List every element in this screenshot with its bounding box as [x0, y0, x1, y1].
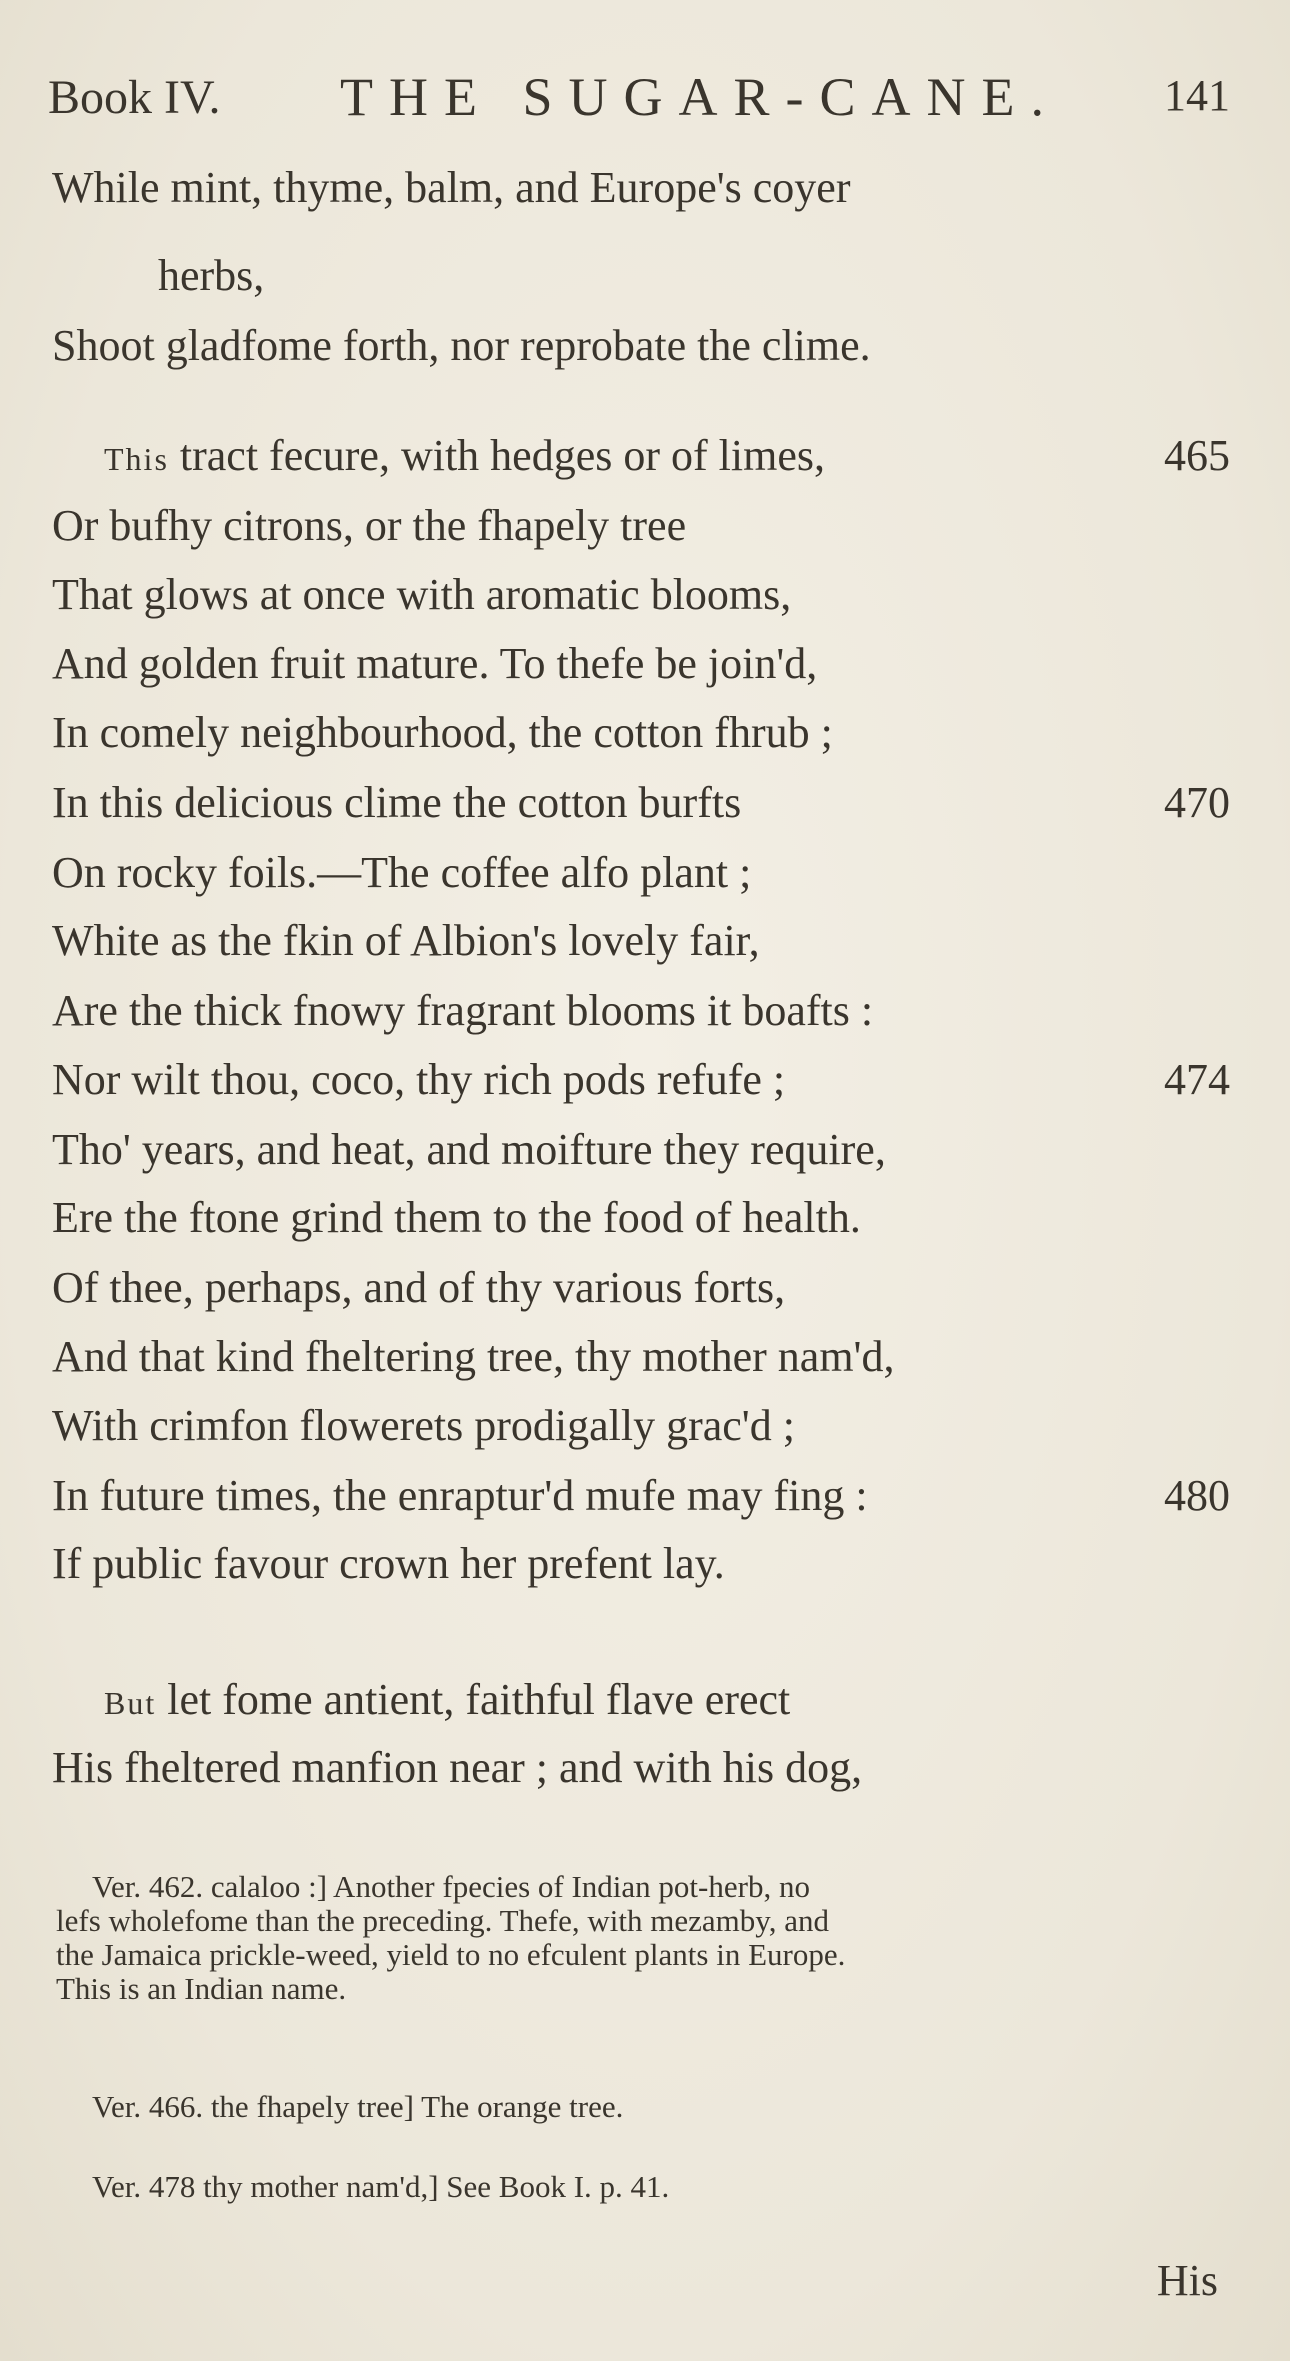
verse-line: White as the fkin of Albion's lovely fair,	[52, 916, 760, 965]
verse-line: herbs,	[158, 251, 265, 300]
verse-line: And golden fruit mature. To thefe be join'd,	[52, 639, 818, 688]
page-number: 141	[1164, 71, 1230, 120]
verse-line: And that kind fheltering tree, thy mother nam'd,	[52, 1332, 895, 1381]
verse-line: In future times, the enraptur'd mufe may fing : 480	[52, 1468, 1230, 1524]
small-caps-lead: But	[104, 1685, 157, 1721]
line-number: 465	[1164, 431, 1230, 480]
verse-line: Are the thick fnowy fragrant blooms it boafts :	[52, 986, 874, 1035]
footnote: Ver. 462. calaloo :] Another fpecies of Indian pot-herb, no lefs wholefome than the preceding. Thefe, with mezamby, and the Jamaica prickle-weed, yield to no efculent plants in Europe. This is an Indian name.	[56, 1869, 846, 2006]
verse-line: On rocky foils.—The coffee alfo plant ;	[52, 848, 752, 897]
verse-line: His fheltered manfion near ; and with his dog,	[52, 1743, 863, 1792]
verse-line: Ere the ftone grind them to the food of health.	[52, 1193, 861, 1242]
verse-line: In comely neighbourhood, the cotton fhrub ;	[52, 708, 833, 757]
verse-line: But let fome antient, faithful flave erect	[104, 1675, 791, 1724]
page-title: THE SUGAR-CANE.	[340, 67, 1060, 127]
footnote: Ver. 478 thy mother nam'd,] See Book I. p. 41.	[92, 2169, 670, 2204]
verse-line: With crimfon flowerets prodigally grac'd ;	[52, 1401, 795, 1450]
small-caps-lead: This	[104, 441, 169, 477]
verse-line: This tract fecure, with hedges or of limes, 465	[104, 428, 1230, 487]
verse-line: If public favour crown her prefent lay.	[52, 1539, 725, 1588]
verse-line: Tho' years, and heat, and moifture they require,	[52, 1125, 886, 1174]
line-number: 480	[1164, 1471, 1230, 1520]
book-label: Book IV.	[48, 71, 221, 124]
verse-line: While mint, thyme, balm, and Europe's coyer	[52, 163, 851, 212]
verse-line: Nor wilt thou, coco, thy rich pods refufe ; 474	[52, 1052, 1230, 1108]
verse-line: Shoot gladfome forth, nor reprobate the clime.	[52, 321, 871, 370]
verse-line: That glows at once with aromatic blooms,	[52, 570, 792, 619]
catchword: His	[1156, 2256, 1218, 2305]
verse-line: Or bufhy citrons, or the fhapely tree	[52, 501, 687, 550]
line-number: 474	[1164, 1055, 1230, 1104]
line-number: 470	[1164, 778, 1230, 827]
running-header	[48, 67, 1230, 140]
verse-line: In this delicious clime the cotton burfts 470	[52, 775, 1230, 831]
footnote: Ver. 466. the fhapely tree] The orange tree.	[92, 2089, 624, 2124]
verse-line: Of thee, perhaps, and of thy various forts,	[52, 1263, 786, 1312]
